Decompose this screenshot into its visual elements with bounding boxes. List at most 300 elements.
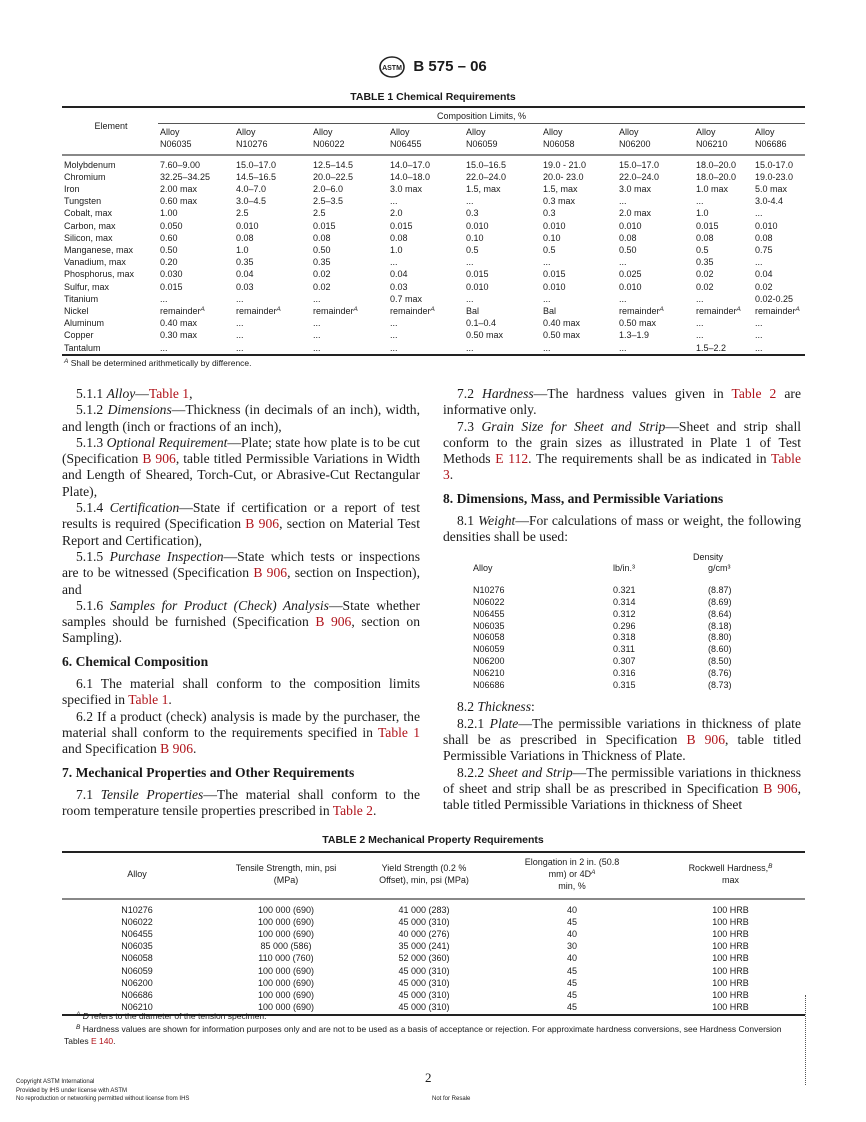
table-row [62, 268, 805, 280]
table1-title: TABLE 1 Chemical Requirements [350, 91, 516, 103]
mechanical-cell: 110 000 (760) [258, 953, 314, 964]
mechanical-cell: 45 [566, 965, 577, 976]
cell-value: 0.015 [466, 269, 489, 280]
cell-value: 0.015 [696, 220, 719, 231]
composition-cell [388, 207, 464, 219]
text-run: are informative only. [443, 386, 801, 418]
section-heading: 7. Mechanical Properties and Other Requirements [62, 764, 355, 780]
mechanical-cell: N06058 [121, 953, 153, 964]
cell-value: 0.010 [755, 220, 778, 231]
composition-cell [617, 293, 694, 305]
cell-value: ... [236, 342, 244, 353]
text-run: —The permissible variations in thickness of plate shall be as prescribed in Specification [443, 715, 801, 748]
density-table [473, 552, 773, 692]
cell-value: 2.5 [236, 208, 249, 219]
cell-value: 0.5 [543, 245, 556, 256]
cell-value: 0.030 [160, 269, 183, 280]
composition-cell [158, 329, 234, 341]
reference-link[interactable]: B 906 [686, 732, 726, 748]
composition-cell [388, 317, 464, 329]
composition-cell [694, 244, 753, 256]
text-run: , table titled Permissible Variations in Thickness of Plate. [443, 732, 802, 764]
density-header: Density [692, 551, 723, 562]
composition-cell [617, 244, 694, 256]
element-name: Titanium [64, 293, 99, 304]
cell-value: 0.02 [696, 281, 714, 292]
density-cell: 0.296 [613, 620, 636, 631]
left-column [62, 386, 420, 819]
cell-value: 0.50 max [543, 330, 581, 341]
paragraph [443, 419, 801, 484]
section-heading: 6. Chemical Composition [62, 653, 209, 669]
alloy-code: N06686 [755, 139, 787, 150]
mechanical-cell: N10276 [121, 904, 153, 915]
composition-cell [234, 155, 311, 171]
cell-value: 0.35 [696, 257, 714, 268]
reference-link[interactable]: B 906 [245, 516, 280, 532]
page-header [0, 56, 866, 78]
cell-value: 0.1–0.4 [466, 318, 497, 329]
element-name: Molybdenum [64, 159, 116, 170]
cell-value: 0.50 [160, 245, 178, 256]
composition-cell [311, 244, 388, 256]
reference-link[interactable]: Table 2 [731, 386, 777, 401]
composition-cell [464, 207, 541, 219]
composition-cell [388, 195, 464, 207]
cell-value: 0.010 [466, 220, 489, 231]
composition-cell [753, 268, 805, 280]
mechanical-cell: 45 000 (310) [360, 1001, 488, 1015]
composition-cell [694, 183, 753, 195]
footnote-ref: A [200, 306, 205, 314]
cell-value: 15.0–16.5 [466, 159, 507, 170]
density-row [473, 585, 773, 597]
composition-cell [753, 317, 805, 329]
astm-logo-icon [379, 56, 405, 78]
cell-value: ... [619, 293, 627, 304]
mechanical-cell: N06022 [121, 916, 153, 927]
cell-value: 0.60 [160, 232, 178, 243]
composition-cell [541, 171, 617, 183]
text-run: —The hardness values given in [533, 386, 732, 401]
text-run: 8.2.2 [457, 764, 489, 780]
designation: B 575 – 06 [413, 57, 487, 75]
composition-cell [694, 317, 753, 329]
cell-value: 15.0–17.0 [236, 159, 277, 170]
table2-footnotes [64, 1010, 805, 1048]
composition-cell [234, 183, 311, 195]
mechanical-cell: 100 000 (690) [257, 904, 315, 915]
text-run: , table titled Permissible Variations in thickness of Sheet [443, 780, 801, 813]
footnote-ref: A [276, 306, 281, 314]
composition-cell [464, 220, 541, 232]
cell-value: 1.5, max [466, 184, 501, 195]
text-run: . [372, 803, 377, 819]
footnote-text: Shall be determined arithmetically by difference. [70, 358, 252, 368]
table-row [62, 305, 805, 317]
density-cell: N06200 [473, 656, 505, 667]
table-row [62, 965, 805, 977]
paragraph [443, 513, 801, 546]
composition-cell [694, 256, 753, 268]
text-run: : [531, 699, 535, 715]
cell-value: 0.08 [696, 232, 714, 243]
density-cell: (8.80) [708, 632, 732, 643]
table-row [62, 183, 805, 195]
table-row [62, 207, 805, 219]
density-cell: 0.312 [613, 608, 636, 619]
text-run: —State whether samples should be furnished (Specification [62, 597, 420, 630]
reference-link[interactable]: Table 1 [128, 692, 169, 708]
text-run: , section on Material Test Report and Certification), [62, 516, 421, 548]
reference-link[interactable]: Table 3 [443, 451, 801, 483]
composition-cell [158, 155, 234, 171]
table1-footnote [64, 358, 252, 368]
alloy-word: Alloy [313, 127, 333, 138]
table-row [62, 171, 805, 183]
mechanical-cell: 40 000 (276) [398, 929, 450, 940]
composition-cell [388, 305, 464, 317]
cell-value: 2.0–6.0 [313, 184, 344, 195]
composition-cell [388, 281, 464, 293]
cell-value: 2.5 [313, 208, 326, 219]
cell-value: ... [755, 208, 763, 219]
cell-value: ... [313, 330, 321, 341]
paragraph [62, 435, 420, 500]
table2-title: TABLE 2 Mechanical Property Requirements [322, 834, 544, 846]
run-in-title: Hardness [482, 386, 534, 401]
composition-cell [694, 155, 753, 171]
t2-header-elongation: Elongation in 2 in. (50.8 mm) or $4D^A$ min, % [488, 852, 656, 899]
cell-value: ... [466, 293, 474, 304]
cell-value: 19.0 - 21.0 [543, 159, 587, 170]
text-run: —For calculations of mass or weight, the following densities shall be used: [443, 513, 802, 545]
composition-cell [753, 207, 805, 219]
page-number: 2 [425, 1070, 432, 1085]
cell-value: 1.0 [390, 245, 403, 256]
mechanical-cell: 100 000 (690) [257, 929, 315, 940]
density-cell: (8.87) [708, 585, 732, 596]
mechanical-cell: 100 HRB [712, 904, 749, 915]
text-run: 8.1 [457, 513, 479, 529]
composition-cell [311, 256, 388, 268]
svg-text:ASTM: ASTM [382, 65, 403, 72]
composition-cell [388, 293, 464, 305]
table-row [62, 293, 805, 305]
density-row [473, 621, 773, 633]
composition-cell [694, 171, 753, 183]
run-in-title: Tensile Properties [100, 786, 204, 802]
text-run: 5.1.3 [76, 434, 107, 450]
cell-value: 1.5, max [543, 184, 578, 195]
composition-cell [464, 232, 541, 244]
composition-cell [753, 232, 805, 244]
cell-value: ... [696, 318, 704, 329]
composition-cell [388, 268, 464, 280]
text-run: —Plate; state how plate is to be cut (Specification [62, 434, 420, 467]
composition-cell [311, 317, 388, 329]
table-row [62, 155, 805, 171]
alloy-code: N10276 [236, 139, 268, 150]
cell-value: 0.04 [236, 269, 254, 280]
density-metric-header: g/cm³ [708, 563, 731, 574]
mechanical-cell: 45 000 (310) [398, 977, 450, 988]
reference-link[interactable]: E 112 [495, 451, 529, 467]
mechanical-cell: 100 HRB [712, 990, 749, 1001]
density-cell: (8.76) [708, 667, 732, 678]
composition-cell [694, 220, 753, 232]
composition-cell [311, 342, 388, 355]
cell-value: 0.02 [696, 269, 714, 280]
composition-cell [464, 256, 541, 268]
cell-value: 15.0-17.0 [755, 159, 794, 170]
t2-header-tensile: Tensile Strength, min, psi (MPa) [212, 852, 360, 899]
cell-value: 1.3–1.9 [619, 330, 650, 341]
cell-value: 0.015 [160, 281, 183, 292]
link-e140[interactable]: E 140 [90, 1036, 114, 1046]
composition-cell [158, 317, 234, 329]
composition-cell [234, 220, 311, 232]
text-run: , section on Inspection), and [62, 565, 420, 597]
composition-cell [753, 183, 805, 195]
composition-cell [541, 305, 617, 317]
composition-cell [464, 155, 541, 171]
cell-value: 20.0- 23.0 [543, 171, 584, 182]
cell-value: ... [755, 318, 763, 329]
composition-cell [541, 195, 617, 207]
composition-cell [158, 183, 234, 195]
mechanical-cell: 100 000 (690) [257, 990, 315, 1001]
cell-value: 2.5–3.5 [313, 196, 344, 207]
alloy-code: N06455 [390, 139, 422, 150]
text-run: and Specification [62, 741, 161, 757]
density-imperial-header: lb/in.³ [613, 563, 636, 574]
reference-link[interactable]: Table 2 [332, 803, 373, 819]
table-row [62, 977, 805, 989]
cell-value: 14.0–17.0 [390, 159, 431, 170]
reference-link[interactable]: B 906 [315, 614, 352, 630]
reference-link[interactable]: B 906 [160, 741, 194, 757]
footnote-ref: A [353, 306, 358, 314]
composition-header: Composition Limits, % [158, 107, 805, 124]
footnote-ref: A [430, 306, 435, 314]
cell-value: 0.35 [313, 257, 331, 268]
text-run: 7.1 [76, 786, 101, 802]
density-cell: N06686 [473, 679, 505, 690]
cell-value: 0.08 [390, 232, 408, 243]
composition-cell [234, 207, 311, 219]
copyright-notice: Copyright ASTM International Provided by IHS under license with ASTM No reproduction or networking permitted without license from IHS [16, 1079, 190, 1102]
density-row [473, 609, 773, 621]
cell-value: remainder [390, 306, 431, 317]
mechanical-cell: 52 000 (360) [398, 953, 450, 964]
cell-value: 0.5 [696, 245, 709, 256]
cell-value: 0.03 [236, 281, 254, 292]
composition-cell [617, 195, 694, 207]
density-cell: N06210 [473, 667, 505, 678]
text-run: , table titled Permissible Variations in Width and Length of Sheared, Torch-Cut, or Abrasive-Cut Rectangular Plate), [62, 451, 420, 499]
element-name: Tungsten [64, 196, 102, 207]
composition-cell [311, 305, 388, 317]
element-name: Silicon, max [64, 232, 113, 243]
composition-cell [311, 268, 388, 280]
density-cell: N10276 [473, 585, 505, 596]
cell-value: 0.02 [313, 281, 331, 292]
cell-value: Bal [466, 306, 480, 317]
composition-cell [541, 220, 617, 232]
cell-value: 0.08 [619, 232, 637, 243]
composition-cell [541, 293, 617, 305]
text-run: 5.1.4 [76, 500, 110, 516]
text-run: 6.1 The material shall conform to the composition limits specified in [62, 676, 420, 708]
composition-cell [694, 293, 753, 305]
composition-cell [694, 207, 753, 219]
mechanical-cell: 100 000 (690) [257, 977, 315, 988]
composition-cell [541, 256, 617, 268]
mechanical-cell: 40 [566, 904, 577, 915]
not-for-resale: Not for Resale [432, 1096, 471, 1102]
density-cell: (8.64) [708, 608, 732, 619]
paragraph [443, 699, 801, 715]
composition-cell [158, 268, 234, 280]
alloy-word: Alloy [543, 127, 563, 138]
composition-cell [694, 329, 753, 341]
composition-cell [464, 183, 541, 195]
cell-value: 20.0–22.5 [313, 171, 354, 182]
composition-cell [617, 256, 694, 268]
cell-value: 0.3 [466, 208, 479, 219]
mechanical-cell: 100 HRB [712, 941, 749, 952]
mechanical-cell: 41 000 (283) [398, 904, 450, 915]
composition-cell [388, 329, 464, 341]
text-run: —The material shall conform to the room temperature tensile properties prescribed in [62, 786, 420, 819]
cell-value: 0.02 [755, 281, 773, 292]
cell-value: 0.015 [543, 269, 566, 280]
cell-value: 0.04 [755, 269, 773, 280]
reference-link[interactable]: Table 1 [148, 386, 190, 401]
text-run: 8.2 [457, 699, 478, 715]
mechanical-cell: 100 HRB [712, 953, 749, 964]
alloy-header [158, 124, 234, 155]
alloy-header [234, 124, 311, 155]
composition-cell [311, 232, 388, 244]
composition-cell [617, 207, 694, 219]
footnote-a: $^A$ D refers to the diameter of the tension specimen. [76, 1011, 267, 1021]
composition-cell [158, 220, 234, 232]
cell-value: 0.60 max [160, 196, 198, 207]
composition-cell [694, 305, 753, 317]
mechanical-cell: 45 000 (310) [398, 965, 450, 976]
composition-cell [753, 195, 805, 207]
cell-value: 0.010 [543, 220, 566, 231]
table-row [62, 342, 805, 355]
right-column [443, 386, 801, 814]
reference-link[interactable]: B 906 [253, 565, 288, 581]
paragraph [443, 386, 801, 419]
cell-value: 2.00 max [160, 184, 198, 195]
density-cell: (8.18) [708, 620, 732, 631]
mechanical-properties-table [62, 851, 805, 1016]
mechanical-cell: 45 [566, 977, 577, 988]
element-name: Sulfur, max [64, 281, 110, 292]
cell-value: 3.0 max [619, 184, 652, 195]
alloy-word: Alloy [236, 127, 256, 138]
alloy-word: Alloy [755, 127, 775, 138]
footnote-ref: A [795, 306, 800, 314]
density-cell: N06059 [473, 644, 505, 655]
alloy-header [541, 124, 617, 155]
text-run: 6.2 If a product (check) analysis is made by the purchaser, the material shall conform to the requirements specified in [62, 708, 420, 740]
table-row [62, 195, 805, 207]
reference-link[interactable]: B 906 [142, 451, 176, 467]
text-run: 5.1.2 [76, 402, 108, 418]
cell-value: ... [466, 257, 474, 268]
composition-cell [234, 244, 311, 256]
cell-value: remainder [236, 306, 277, 317]
composition-cell [541, 207, 617, 219]
composition-cell [617, 232, 694, 244]
mechanical-cell: N06686 [121, 990, 153, 1001]
density-row [473, 597, 773, 609]
cell-value: ... [619, 196, 627, 207]
cell-value: 0.3 [543, 208, 556, 219]
cell-value: 0.010 [236, 220, 259, 231]
paragraph [62, 598, 420, 647]
composition-cell [617, 281, 694, 293]
composition-cell [464, 305, 541, 317]
composition-cell [541, 317, 617, 329]
paragraph [62, 386, 420, 402]
composition-cell [464, 281, 541, 293]
element-name: Manganese, max [64, 245, 134, 256]
alloy-header [388, 124, 464, 155]
cell-value: 0.010 [466, 281, 489, 292]
text-run: 5.1.6 [76, 597, 110, 613]
cell-value: 0.03 [390, 281, 408, 292]
reference-link[interactable]: B 906 [763, 780, 798, 796]
composition-cell [753, 305, 805, 317]
alloy-code: N06022 [313, 139, 345, 150]
cell-value: ... [755, 342, 763, 353]
cell-value: 2.0 [390, 208, 403, 219]
table-row [62, 989, 805, 1001]
mechanical-cell: N06059 [121, 965, 153, 976]
density-cell: 0.321 [613, 585, 636, 596]
cell-value: 22.0–24.0 [619, 171, 660, 182]
composition-cell [464, 293, 541, 305]
cell-value: ... [313, 293, 321, 304]
mechanical-cell: 100 000 (690) [212, 1001, 360, 1015]
cell-value: remainder [755, 306, 796, 317]
composition-cell [617, 317, 694, 329]
mechanical-cell: 100 HRB [656, 1001, 805, 1015]
composition-cell [464, 171, 541, 183]
table-row [62, 256, 805, 268]
composition-cell [753, 220, 805, 232]
mechanical-cell: 85 000 (586) [260, 941, 312, 952]
cell-value: remainder [619, 306, 660, 317]
table-row [62, 232, 805, 244]
table-row [62, 317, 805, 329]
chemical-requirements-table [62, 106, 805, 356]
cell-value: 1.0 max [696, 184, 729, 195]
composition-cell [753, 244, 805, 256]
composition-cell [753, 329, 805, 341]
reference-link[interactable]: Table 1 [377, 724, 420, 740]
cell-value: 0.50 max [619, 318, 657, 329]
cell-value: 0.08 [236, 232, 254, 243]
composition-cell [388, 244, 464, 256]
